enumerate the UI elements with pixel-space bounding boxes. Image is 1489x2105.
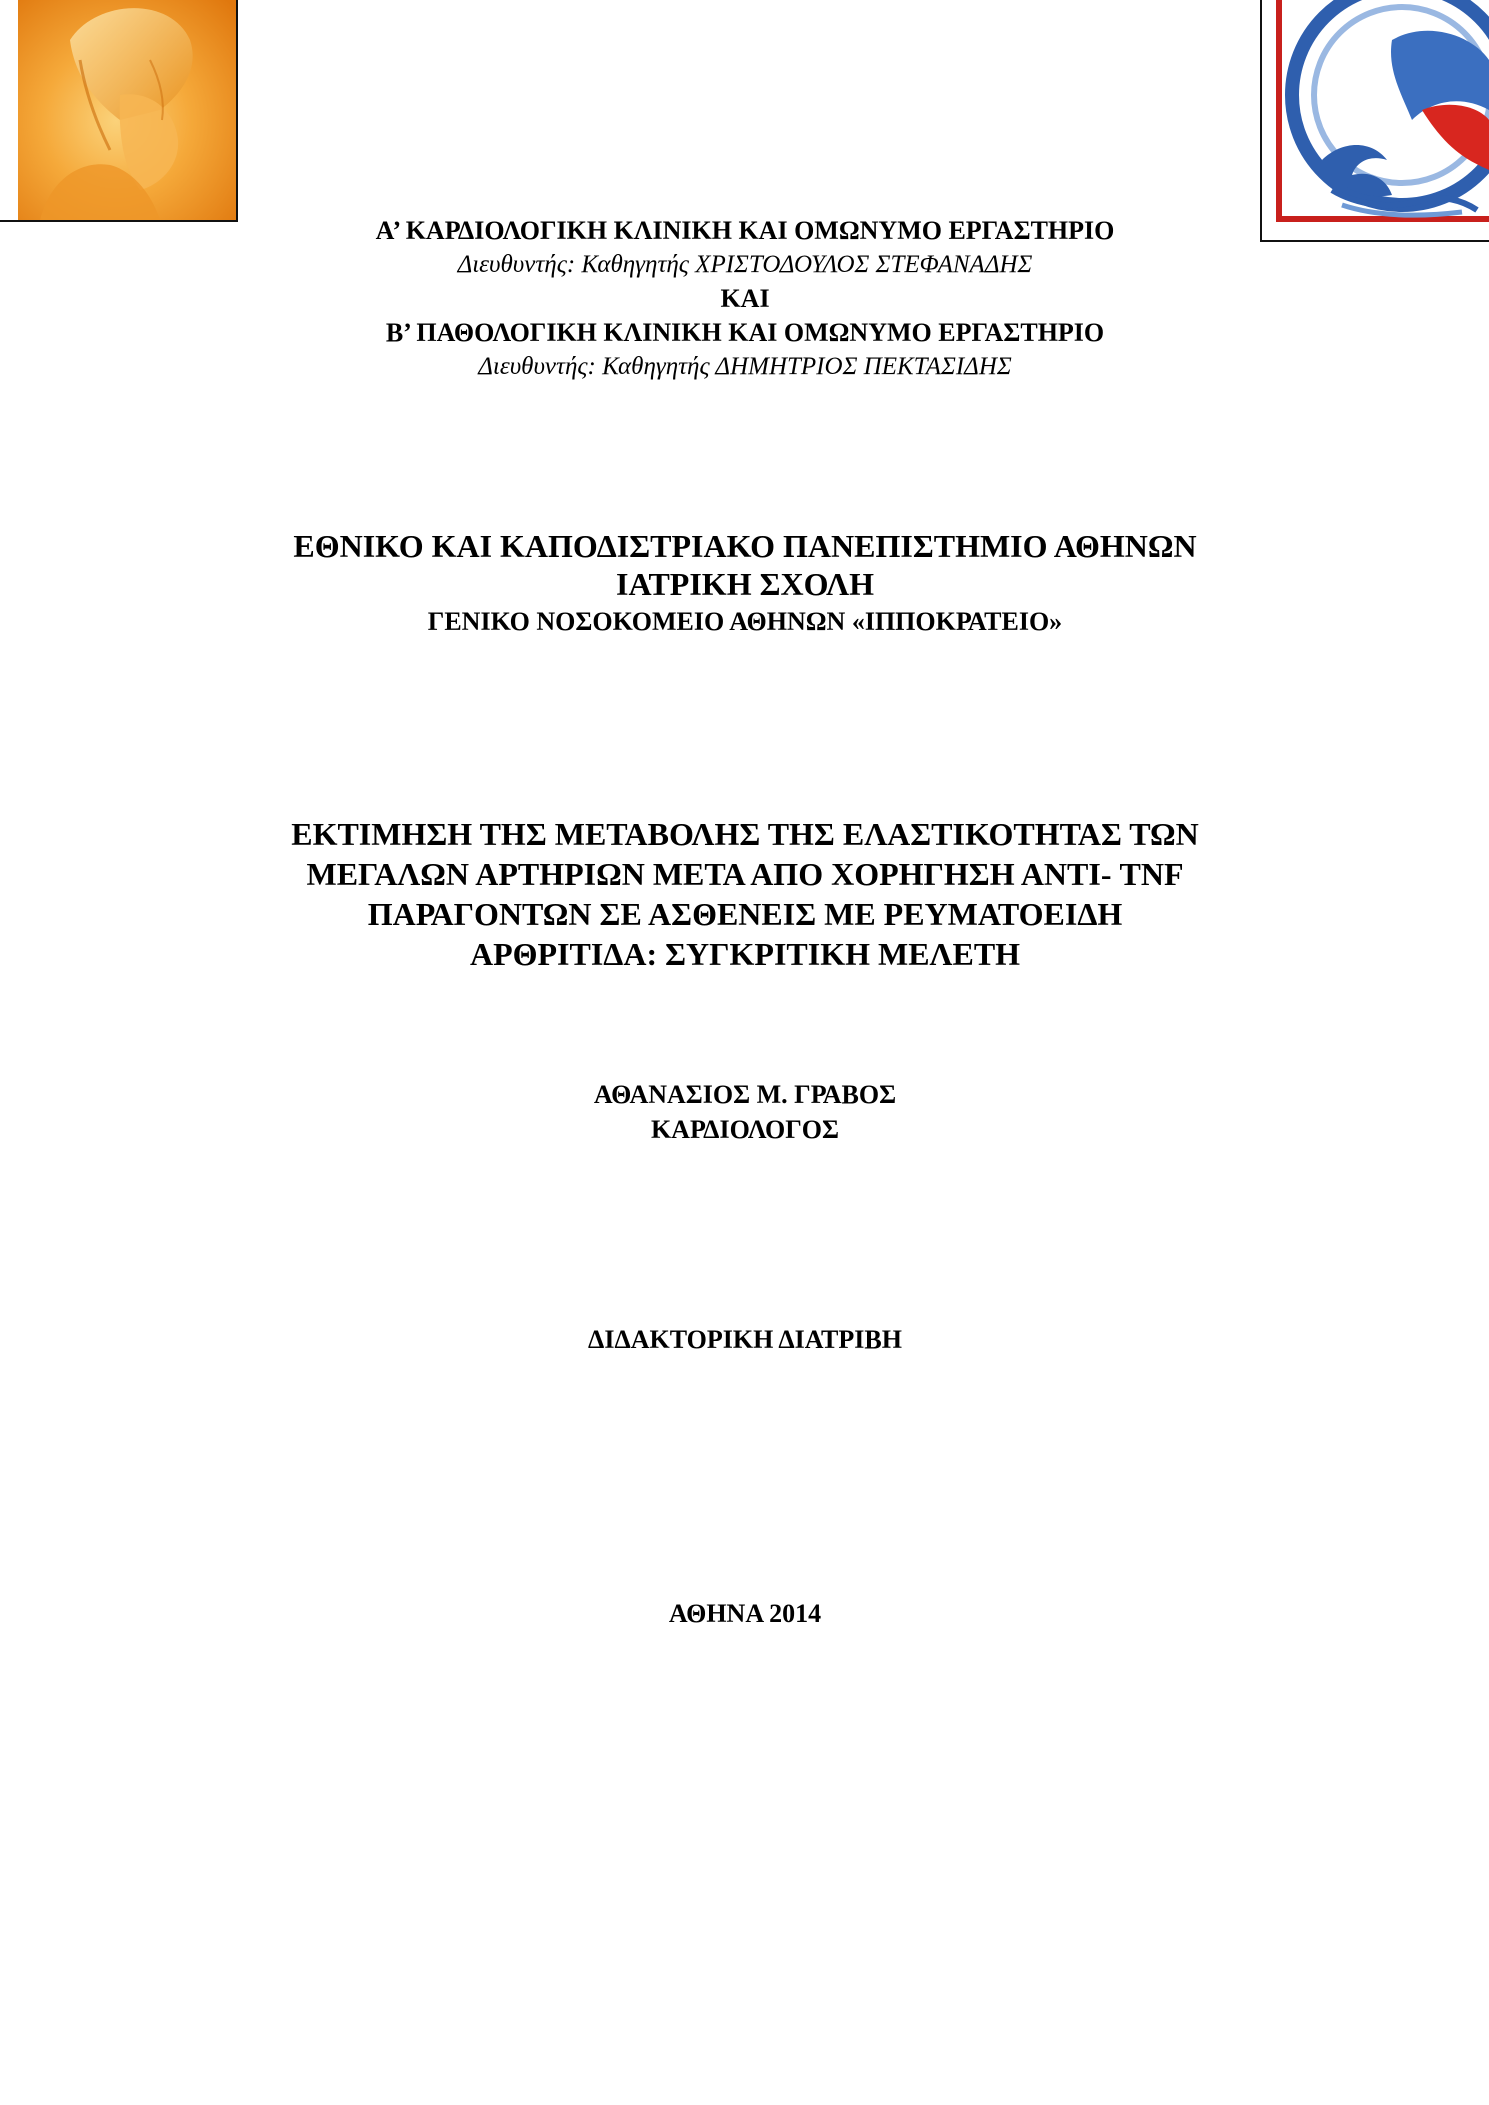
athena-statue-image [0, 0, 236, 220]
department-2-director: Διευθυντής: Καθηγητής ΔΗΜΗΤΡΙΟΣ ΠΕΚΤΑΣΙΔΗΣ [478, 353, 1012, 380]
department-1-title: Α’ ΚΑΡΔΙΟΛΟΓΙΚΗ ΚΛΙΝΙΚΗ ΚΑΙ ΟΜΩΝΥΜΟ ΕΡΓΑΣΤΗΡΙΟ [375, 216, 1115, 245]
title-line-4: ΑΡΘΡΙΤΙΔΑ: ΣΥΓΚΡΙΤΙΚΗ ΜΕΛΕΤΗ [469, 936, 1021, 972]
wave-emblem-image [1262, 0, 1489, 240]
thesis-title [200, 814, 1290, 974]
department-header [200, 214, 1290, 384]
conjunction-and: ΚΑΙ [720, 284, 770, 313]
author-name: ΑΘΑΝΑΣΙΟΣ Μ. ΓΡΑΒΟΣ [593, 1080, 897, 1109]
school-name: ΙΑΤΡΙΚΗ ΣΧΟΛΗ [616, 566, 874, 602]
department-1-director: Διευθυντής: Καθηγητής ΧΡΙΣΤΟΔΟΥΛΟΣ ΣΤΕΦΑΝΑΔΗΣ [457, 251, 1033, 278]
hospital-logo [1260, 0, 1489, 242]
title-line-2: ΜΕΓΑΛΩΝ ΑΡΤΗΡΙΩΝ ΜΕΤΑ ΑΠΟ ΧΟΡΗΓΗΣΗ ΑΝΤΙ- TNF [306, 856, 1184, 892]
author-block [200, 1077, 1290, 1147]
university-block [200, 527, 1290, 641]
university-logo [0, 0, 238, 222]
title-line-3: ΠΑΡΑΓΟΝΤΩΝ ΣΕ ΑΣΘΕΝΕΙΣ ΜΕ ΡΕΥΜΑΤΟΕΙΔΗ [367, 896, 1123, 932]
department-2-title: Β’ ΠΑΘΟΛΟΓΙΚΗ ΚΛΙΝΙΚΗ ΚΑΙ ΟΜΩΝΥΜΟ ΕΡΓΑΣΤΗΡΙΟ [385, 318, 1105, 347]
university-name: ΕΘΝΙΚΟ ΚΑΙ ΚΑΠΟΔΙΣΤΡΙΑΚΟ ΠΑΝΕΠΙΣΤΗΜΙΟ ΑΘΗΝΩΝ [293, 528, 1197, 564]
document-type-block [200, 1322, 1290, 1357]
document-type: ΔΙΔΑΚΤΟΡΙΚΗ ΔΙΑΤΡΙΒΗ [588, 1325, 902, 1354]
place-year: ΑΘΗΝΑ 2014 [668, 1599, 822, 1628]
author-profession: ΚΑΡΔΙΟΛΟΓΟΣ [650, 1115, 840, 1144]
place-year-block [200, 1596, 1290, 1631]
hospital-name: ΓΕΝΙΚΟ ΝΟΣΟΚΟΜΕΙΟ ΑΘΗΝΩΝ «ΙΠΠΟΚΡΑΤΕΙΟ» [427, 607, 1063, 636]
title-line-1: ΕΚΤΙΜΗΣΗ ΤΗΣ ΜΕΤΑΒΟΛΗΣ ΤΗΣ ΕΛΑΣΤΙΚΟΤΗΤΑΣ ΤΩΝ [291, 816, 1199, 852]
